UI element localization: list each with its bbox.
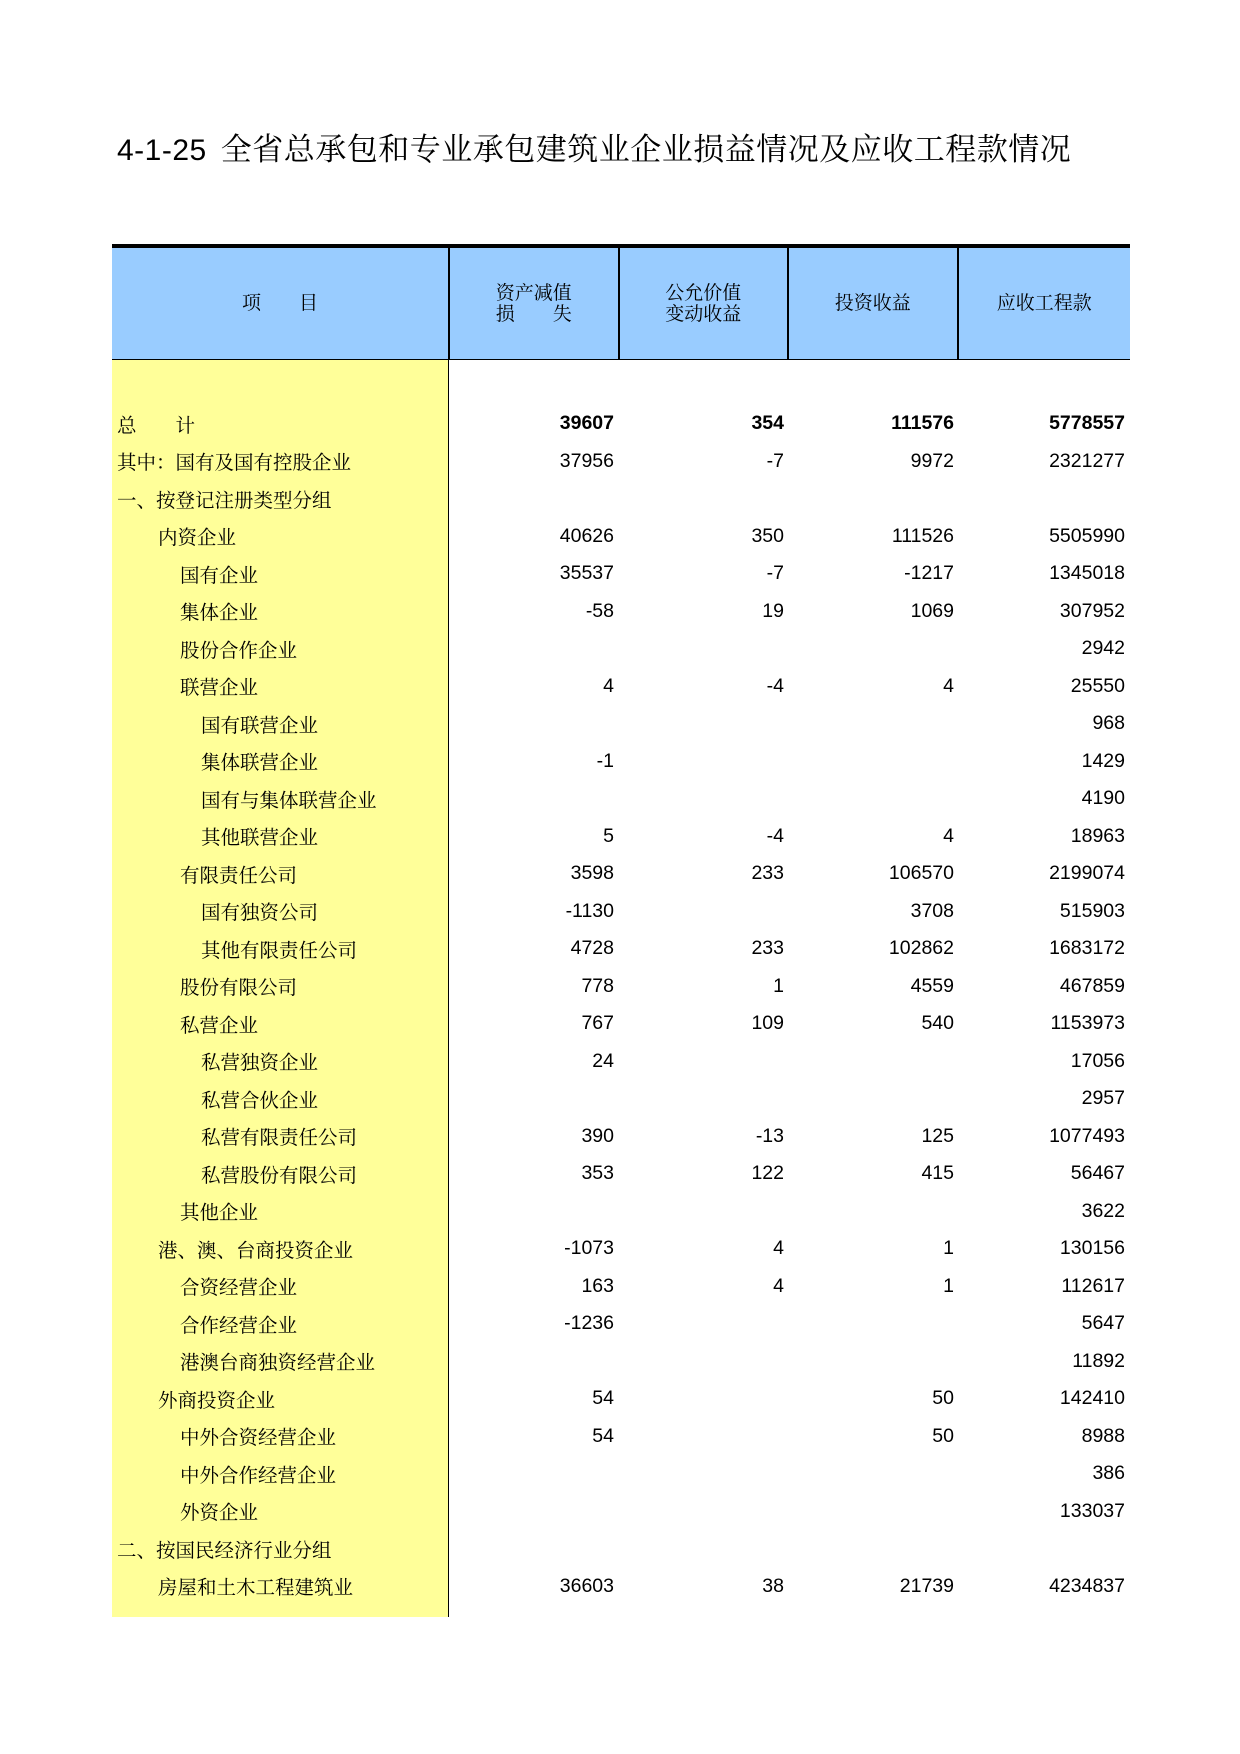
- header-asset-impairment-loss: [448, 248, 618, 359]
- row-label: 有限责任公司: [180, 863, 298, 887]
- header-receivable-project-payments: [957, 248, 1130, 359]
- cell-value: 36603: [559, 1574, 614, 1597]
- cell-value: 8988: [1081, 1424, 1125, 1447]
- cell-value: 17056: [1070, 1049, 1125, 1072]
- page-title: [117, 124, 1071, 169]
- row-label: 内资企业: [158, 526, 237, 550]
- header-col3-label: 投资收益: [834, 292, 911, 314]
- row-label: 联营企业: [180, 676, 259, 700]
- table-row-label: [112, 968, 448, 1006]
- cell-value: 5: [603, 824, 614, 847]
- cell-value: 778: [581, 974, 614, 997]
- row-label: 私营合伙企业: [201, 1088, 319, 1112]
- table-row-values: [449, 405, 1130, 443]
- cell-value: 40626: [559, 524, 614, 547]
- table-row-label: [112, 1155, 448, 1193]
- cell-value: 19: [762, 599, 784, 622]
- cell-value: 54: [592, 1424, 614, 1447]
- table-row-label: [112, 1305, 448, 1343]
- table-row-label: [112, 1043, 448, 1081]
- table-row-label: [112, 1530, 448, 1568]
- cell-value: 390: [581, 1124, 614, 1147]
- cell-value: 122: [751, 1162, 784, 1185]
- cell-value: 354: [751, 412, 784, 435]
- cell-value: -1073: [564, 1237, 614, 1260]
- table-title-text: 全省总承包和专业承包建筑业企业损益情况及应收工程款情况: [220, 132, 1072, 168]
- table-row-label: [112, 705, 448, 743]
- statistics-table: [112, 244, 1130, 1617]
- table-row-values: [449, 1305, 1130, 1343]
- cell-value: -58: [585, 599, 614, 622]
- cell-value: 4: [773, 1237, 784, 1260]
- cell-value: -1130: [565, 899, 614, 922]
- cell-value: 4559: [910, 974, 954, 997]
- cell-value: 39607: [559, 412, 614, 435]
- row-label: 国有独资公司: [201, 901, 319, 925]
- table-row-values: [449, 1193, 1130, 1231]
- table-row-values: [449, 480, 1130, 518]
- cell-value: -4: [766, 824, 784, 847]
- table-row-label: [112, 555, 448, 593]
- table-row-values: [449, 705, 1130, 743]
- cell-value: -4: [766, 674, 784, 697]
- table-row-label: [112, 1418, 448, 1456]
- row-label: 合作经营企业: [180, 1313, 298, 1337]
- table-row-label: [112, 668, 448, 706]
- table-row-label: [112, 743, 448, 781]
- table-row-values: [449, 518, 1130, 556]
- row-label: 其他有限责任公司: [201, 938, 358, 962]
- cell-value: 2957: [1081, 1087, 1125, 1110]
- cell-value: 54: [592, 1387, 614, 1410]
- header-col4-label: 应收工程款: [996, 292, 1092, 314]
- table-row-values: [449, 855, 1130, 893]
- table-row-values: [449, 668, 1130, 706]
- cell-value: 3598: [570, 862, 614, 885]
- cell-value: 1: [943, 1274, 954, 1297]
- row-label: 私营有限责任公司: [201, 1126, 358, 1150]
- cell-value: 353: [581, 1162, 614, 1185]
- header-item-label: 项 目: [241, 292, 318, 314]
- table-row-values: [449, 1380, 1130, 1418]
- cell-value: 2942: [1081, 637, 1125, 660]
- cell-value: 4728: [570, 937, 614, 960]
- cell-value: 11892: [1072, 1349, 1125, 1372]
- cell-value: 3622: [1081, 1199, 1125, 1222]
- cell-value: 4: [943, 824, 954, 847]
- cell-value: 56467: [1070, 1162, 1125, 1185]
- cell-value: 130156: [1059, 1237, 1125, 1260]
- table-row-label: [112, 1455, 448, 1493]
- table-row-values: [449, 555, 1130, 593]
- cell-value: 515903: [1059, 899, 1125, 922]
- row-label: 国有联营企业: [201, 713, 319, 737]
- table-row-values: [449, 1230, 1130, 1268]
- cell-value: 540: [921, 1012, 954, 1035]
- cell-value: -1: [596, 749, 614, 772]
- cell-value: 2199074: [1049, 862, 1125, 885]
- row-data-columns: [449, 360, 1130, 1617]
- table-row-values: [449, 1080, 1130, 1118]
- table-row-values: [449, 1043, 1130, 1081]
- table-row-values: [449, 1455, 1130, 1493]
- row-label: 中外合作经营企业: [180, 1463, 337, 1487]
- cell-value: -1217: [904, 562, 954, 585]
- cell-value: 125: [921, 1124, 954, 1147]
- row-label: 其他联营企业: [201, 826, 319, 850]
- header-item: [112, 248, 448, 359]
- row-label: 二、按国民经济行业分组: [117, 1538, 332, 1562]
- row-label: 房屋和土木工程建筑业: [158, 1576, 354, 1600]
- cell-value: 4190: [1081, 787, 1125, 810]
- cell-value: 142410: [1059, 1387, 1125, 1410]
- table-row-label: [112, 1343, 448, 1381]
- cell-value: 133037: [1059, 1499, 1125, 1522]
- row-label: 股份有限公司: [180, 976, 298, 1000]
- table-row-values: [449, 1268, 1130, 1306]
- header-col2-line2: 变动收益: [665, 302, 742, 325]
- table-row-label: [112, 1230, 448, 1268]
- row-label: 国有与集体联营企业: [201, 788, 377, 812]
- table-row-label: [112, 1118, 448, 1156]
- table-row-values: [449, 1418, 1130, 1456]
- table-row-label: [112, 780, 448, 818]
- table-row-values: [449, 1530, 1130, 1568]
- cell-value: -1236: [564, 1312, 614, 1335]
- cell-value: 21739: [899, 1574, 954, 1597]
- cell-value: 111526: [891, 524, 954, 547]
- cell-value: 1: [773, 974, 784, 997]
- cell-value: 111576: [891, 412, 954, 435]
- table-row-values: [449, 1155, 1130, 1193]
- table-row-label: [112, 443, 448, 481]
- cell-value: 386: [1092, 1462, 1125, 1485]
- row-label: 国有企业: [180, 563, 259, 587]
- cell-value: 9972: [910, 449, 954, 472]
- cell-value: 18963: [1070, 824, 1125, 847]
- cell-value: 4: [773, 1274, 784, 1297]
- table-row-values: [449, 1005, 1130, 1043]
- cell-value: 4234837: [1049, 1574, 1125, 1597]
- cell-value: 2321277: [1049, 449, 1125, 472]
- cell-value: 106570: [888, 862, 954, 885]
- table-header: [112, 248, 1130, 360]
- cell-value: 1: [943, 1237, 954, 1260]
- table-row-label: [112, 1080, 448, 1118]
- table-row-label: [112, 405, 448, 443]
- cell-value: 50: [932, 1387, 954, 1410]
- table-row-label: [112, 1493, 448, 1531]
- cell-value: 50: [932, 1424, 954, 1447]
- cell-value: -7: [766, 449, 784, 472]
- cell-value: 415: [921, 1162, 954, 1185]
- row-label: 港、澳、台商投资企业: [158, 1238, 354, 1262]
- cell-value: 4: [603, 674, 614, 697]
- header-col1-line1: 资产减值: [495, 281, 572, 304]
- row-label: 外商投资企业: [158, 1388, 276, 1412]
- header-col1-line2: 损 失: [495, 302, 572, 325]
- table-row-label: [112, 818, 448, 856]
- cell-value: 1683172: [1049, 937, 1125, 960]
- table-body: [112, 360, 1130, 1617]
- row-label: 合资经营企业: [180, 1276, 298, 1300]
- table-row-values: [449, 443, 1130, 481]
- row-label: 集体联营企业: [201, 751, 319, 775]
- cell-value: 233: [751, 937, 784, 960]
- row-label: 港澳台商独资经营企业: [180, 1351, 376, 1375]
- table-row-values: [449, 630, 1130, 668]
- table-row-label: [112, 630, 448, 668]
- row-label-column: [112, 360, 449, 1617]
- row-label: 外资企业: [180, 1501, 259, 1525]
- cell-value: 109: [751, 1012, 784, 1035]
- table-row-values: [449, 1118, 1130, 1156]
- table-row-values: [449, 893, 1130, 931]
- cell-value: 112617: [1061, 1274, 1125, 1297]
- cell-value: 1069: [910, 599, 954, 622]
- table-row-values: [449, 1568, 1130, 1606]
- table-row-values: [449, 1343, 1130, 1381]
- table-row-label: [112, 1005, 448, 1043]
- cell-value: 38: [762, 1574, 784, 1597]
- row-label: 总 计: [117, 413, 196, 437]
- cell-value: 350: [751, 524, 784, 547]
- row-label: 一、按登记注册类型分组: [117, 488, 332, 512]
- table-row-label: [112, 1380, 448, 1418]
- row-label: 私营独资企业: [201, 1051, 319, 1075]
- table-row-label: [112, 855, 448, 893]
- table-row-label: [112, 930, 448, 968]
- row-label: 私营股份有限公司: [201, 1163, 358, 1187]
- row-label: 中外合资经营企业: [180, 1426, 337, 1450]
- table-row-label: [112, 1193, 448, 1231]
- cell-value: 233: [751, 862, 784, 885]
- cell-value: 1429: [1081, 749, 1125, 772]
- table-row-label: [112, 593, 448, 631]
- table-row-values: [449, 818, 1130, 856]
- cell-value: 1153973: [1050, 1012, 1125, 1035]
- cell-value: -7: [766, 562, 784, 585]
- table-row-label: [112, 1568, 448, 1606]
- cell-value: 163: [581, 1274, 614, 1297]
- table-row-values: [449, 968, 1130, 1006]
- cell-value: 1077493: [1049, 1124, 1125, 1147]
- header-col2-line1: 公允价值: [665, 281, 742, 304]
- header-fair-value-change-income: [618, 248, 788, 359]
- cell-value: 307952: [1059, 599, 1125, 622]
- table-row-values: [449, 930, 1130, 968]
- table-row-values: [449, 593, 1130, 631]
- cell-value: 5505990: [1049, 524, 1125, 547]
- table-code: 4-1-25: [117, 134, 207, 167]
- header-investment-income: [787, 248, 957, 359]
- cell-value: 1345018: [1049, 562, 1125, 585]
- cell-value: -13: [755, 1124, 784, 1147]
- row-label: 私营企业: [180, 1013, 259, 1037]
- table-row-values: [449, 780, 1130, 818]
- table-row-label: [112, 1268, 448, 1306]
- row-label: 其他企业: [180, 1201, 259, 1225]
- cell-value: 4: [943, 674, 954, 697]
- cell-value: 24: [592, 1049, 614, 1072]
- cell-value: 767: [581, 1012, 614, 1035]
- table-row-label: [112, 518, 448, 556]
- row-label: 股份合作企业: [180, 638, 298, 662]
- cell-value: 102862: [888, 937, 954, 960]
- cell-value: 5647: [1081, 1312, 1125, 1335]
- cell-value: 25550: [1070, 674, 1125, 697]
- cell-value: 35537: [559, 562, 614, 585]
- table-row-values: [449, 743, 1130, 781]
- table-row-values: [449, 1493, 1130, 1531]
- cell-value: 37956: [559, 449, 614, 472]
- table-row-label: [112, 893, 448, 931]
- cell-value: 968: [1092, 712, 1125, 735]
- cell-value: 467859: [1059, 974, 1125, 997]
- cell-value: 3708: [910, 899, 954, 922]
- row-label: 集体企业: [180, 601, 259, 625]
- row-label: 其中：国有及国有控股企业: [117, 451, 352, 475]
- table-row-label: [112, 480, 448, 518]
- cell-value: 5778557: [1049, 412, 1125, 435]
